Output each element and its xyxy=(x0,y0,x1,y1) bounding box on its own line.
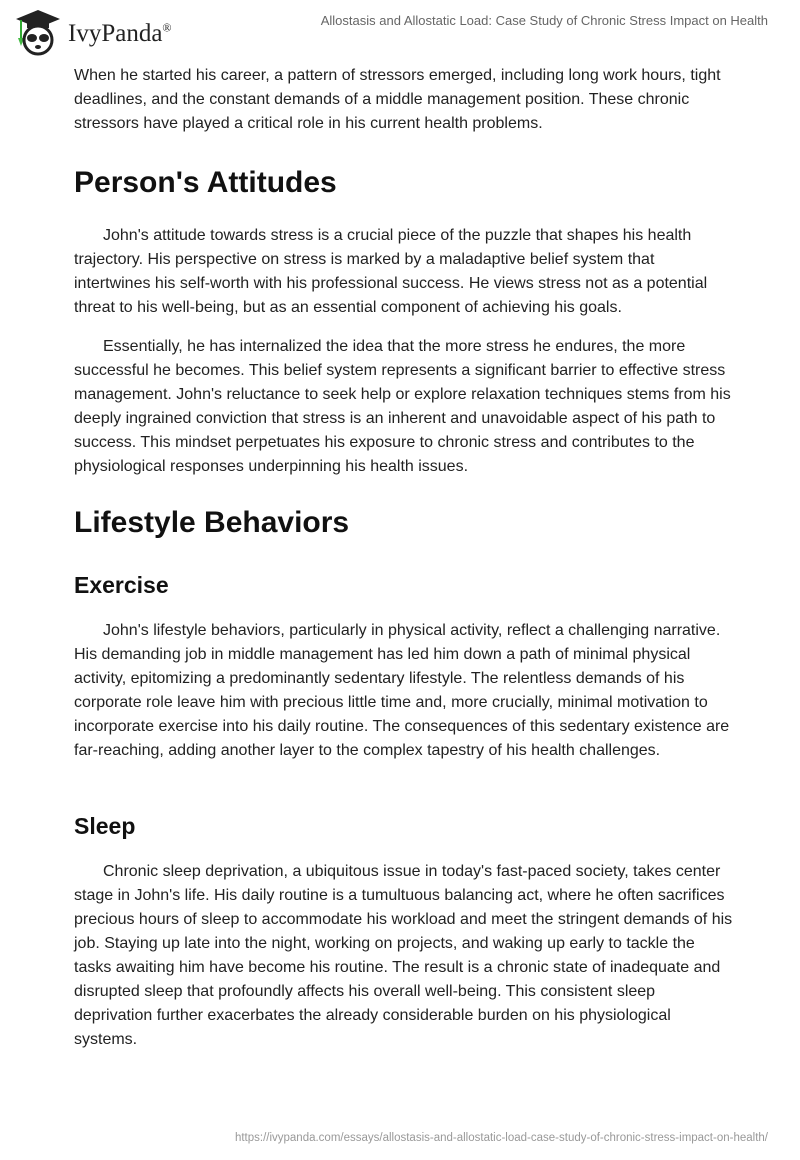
heading-exercise: Exercise xyxy=(74,572,169,598)
source-url[interactable]: https://ivypanda.com/essays/allostasis-and-allostatic-load-case-study-of-chronic-stress-impact-on-health/ xyxy=(234,1132,768,1144)
paragraph: John's lifestyle behaviors, particularly in physical activity, reflect a challenging narrative. His demanding job in middle management has led him down a path of minimal physical activity, epitomizing a predominantly sedentary lifestyle. The relentless demands of his corporate role leave him with precious little time and, more crucially, minimal motivation to incorporate exercise into his daily routine. The consequences of this sedentary existence are far-reaching, adding another layer to the complex tapestry of his health challenges. xyxy=(74,622,730,759)
heading-persons-attitudes: Person's Attitudes xyxy=(74,166,337,199)
logo-text: IvyPanda® xyxy=(68,20,172,47)
paragraph: John's attitude towards stress is a crucial piece of the puzzle that shapes his health trajectory. His perspective on stress is marked by a maladaptive belief system that intertwines his self-worth with his professional success. He views stress not as a potential threat to his well-being, but as an essential component of achieving his goals. xyxy=(74,227,708,316)
heading-sleep: Sleep xyxy=(74,813,136,839)
paragraph: When he started his career, a pattern of stressors emerged, including long work hours, tight deadlines, and the constant demands of a middle management position. These chronic stressors have played a critical role in his current health problems. xyxy=(74,67,721,132)
panda-graduate-icon xyxy=(14,8,62,56)
ivypanda-logo[interactable] xyxy=(14,8,172,56)
heading-lifestyle-behaviors: Lifestyle Behaviors xyxy=(74,506,350,539)
document-title: Allostasis and Allostatic Load: Case Study of Chronic Stress Impact on Health xyxy=(320,13,768,28)
paragraph: Chronic sleep deprivation, a ubiquitous issue in today's fast-paced society, takes center stage in John's life. His daily routine is a tumultuous balancing act, where he often sacrifices precious hours of sleep to accommodate his workload and meet the stringent demands of his job. Staying up late into the night, working on projects, and waking up early to tackle the tasks awaiting him have become his routine. The result is a chronic state of inadequate and disrupted sleep that profoundly affects his overall well-being. This consistent sleep deprivation further exacerbates the already considerable burden on his physiological systems. xyxy=(74,863,733,1048)
paragraph: Essentially, he has internalized the idea that the more stress he endures, the more successful he becomes. This belief system represents a significant barrier to effective stress management. John's reluctance to seek help or explore relaxation techniques stems from his deeply ingrained conviction that stress is an inherent and unavoidable aspect of his path to success. This mindset perpetuates his exposure to chronic stress and contributes to the physiological responses underpinning his health issues. xyxy=(74,338,731,475)
